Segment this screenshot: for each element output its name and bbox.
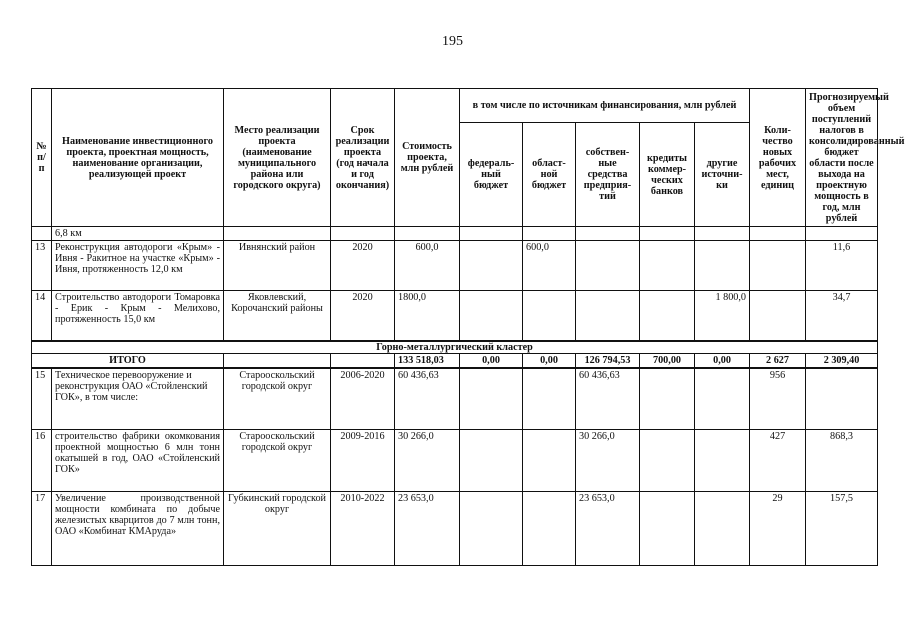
cell-own: 23 653,0: [576, 492, 640, 566]
total-cost: 133 518,03: [395, 353, 460, 368]
cell-num: 15: [32, 368, 52, 430]
cell-federal: [460, 492, 523, 566]
cell-cost: 1800,0: [395, 291, 460, 341]
cell-jobs: 29: [750, 492, 806, 566]
table-row: [32, 291, 878, 341]
cell-other: [695, 241, 750, 291]
cell-term: 2020: [331, 291, 395, 341]
cell-num: 13: [32, 241, 52, 291]
header-federal: федераль-ный бюджет: [460, 123, 523, 227]
total-federal: 0,00: [460, 353, 523, 368]
header-taxes: Прогнозируемый объем поступлений налогов в консолидированный бюджет области после выхода на проектную мощность в год, млн рублей: [806, 89, 878, 227]
total-taxes: 2 309,40: [806, 353, 878, 368]
cell-jobs: 956: [750, 368, 806, 430]
continuation-text: 6,8 км: [52, 227, 224, 241]
cell-cost: 600,0: [395, 241, 460, 291]
total-bank: 700,00: [640, 353, 695, 368]
cluster-row: [32, 341, 878, 354]
cell-cost: 30 266,0: [395, 430, 460, 492]
cell-bank: [640, 430, 695, 492]
cell-taxes: 868,3: [806, 430, 878, 492]
cell-regional: 600,0: [523, 241, 576, 291]
header-place: Место реализации проекта (наименование муниципального района или городского округа): [224, 89, 331, 227]
cell-term: 2010-2022: [331, 492, 395, 566]
total-regional: 0,00: [523, 353, 576, 368]
cell-place: Яковлевский, Корочанский районы: [224, 291, 331, 341]
cell-taxes: 11,6: [806, 241, 878, 291]
cell-place: Старооскольский городской округ: [224, 368, 331, 430]
cell-name: строительство фабрики окомкования проектной мощностью 6 млн тонн окатышей в год, ОАО «Стойленский ГОК»: [52, 430, 224, 492]
cell-taxes: 157,5: [806, 492, 878, 566]
cell-bank: [640, 241, 695, 291]
header-other: другие источни-ки: [695, 123, 750, 227]
cell-jobs: [750, 241, 806, 291]
cell-bank: [640, 368, 695, 430]
cell-cost: 60 436,63: [395, 368, 460, 430]
continuation-row: [32, 227, 878, 241]
total-label: ИТОГО: [32, 353, 224, 368]
table-row: [32, 492, 878, 566]
cell-own: [576, 241, 640, 291]
cell-regional: [523, 430, 576, 492]
header-jobs: Коли-чество новых рабочих мест, единиц: [750, 89, 806, 227]
table-row: [32, 368, 878, 430]
cell-bank: [640, 492, 695, 566]
cell-regional: [523, 368, 576, 430]
cell-place: Ивнянский район: [224, 241, 331, 291]
cell-cost: 23 653,0: [395, 492, 460, 566]
total-own: 126 794,53: [576, 353, 640, 368]
cell-federal: [460, 368, 523, 430]
cell-name: Строительство автодороги Томаровка - Ерик - Крым - Мелихово, протяженность 15,0 км: [52, 291, 224, 341]
total-jobs: 2 627: [750, 353, 806, 368]
cell-num: 17: [32, 492, 52, 566]
cell-other: [695, 430, 750, 492]
cell-name: Реконструкция автодороги «Крым» - Ивня - Ракитное на участке «Крым» - Ивня, протяженность 12,0 км: [52, 241, 224, 291]
header-bank: кредиты коммер-ческих банков: [640, 123, 695, 227]
cell-name: Увеличение производственной мощности комбината по добыче железистых кварцитов до 7 млн тонн, ОАО «Комбинат КМАруда»: [52, 492, 224, 566]
total-row: [32, 353, 878, 368]
header-sources-group: в том числе по источникам финансирования, млн рублей: [460, 89, 750, 123]
header-cost: Стоимость проекта, млн рублей: [395, 89, 460, 227]
cell-other: [695, 368, 750, 430]
cell-term: 2020: [331, 241, 395, 291]
cell-regional: [523, 492, 576, 566]
cell-own: [576, 291, 640, 341]
cell-term: 2006-2020: [331, 368, 395, 430]
cell-place: Старооскольский городской округ: [224, 430, 331, 492]
cell-place: Губкинский городской округ: [224, 492, 331, 566]
cell-regional: [523, 291, 576, 341]
cell-taxes: [806, 368, 878, 430]
total-other: 0,00: [695, 353, 750, 368]
cell-federal: [460, 430, 523, 492]
header-name: Наименование инвестиционного проекта, проектная мощность, наименование организации, реализующей проект: [52, 89, 224, 227]
cell-federal: [460, 241, 523, 291]
table-row: [32, 241, 878, 291]
cell-name: Техническое перевооружение и реконструкция ОАО «Стойленский ГОК», в том числе:: [52, 368, 224, 430]
cell-bank: [640, 291, 695, 341]
header-own: собствен-ные средства предприя-тий: [576, 123, 640, 227]
cell-taxes: 34,7: [806, 291, 878, 341]
header-term: Срок реализации проекта (год начала и год окончания): [331, 89, 395, 227]
table-row: [32, 430, 878, 492]
cell-jobs: 427: [750, 430, 806, 492]
cell-jobs: [750, 291, 806, 341]
cluster-title: Горно-металлургический кластер: [32, 341, 878, 354]
cell-federal: [460, 291, 523, 341]
cell-term: 2009-2016: [331, 430, 395, 492]
cell-num: 16: [32, 430, 52, 492]
header-regional: област-ной бюджет: [523, 123, 576, 227]
header-num: № п/п: [32, 89, 52, 227]
cell-own: 30 266,0: [576, 430, 640, 492]
cell-own: 60 436,63: [576, 368, 640, 430]
cell-num: 14: [32, 291, 52, 341]
cell-other: [695, 492, 750, 566]
cell-other: 1 800,0: [695, 291, 750, 341]
investment-projects-table: [31, 88, 905, 566]
page-number: 195: [442, 34, 463, 49]
